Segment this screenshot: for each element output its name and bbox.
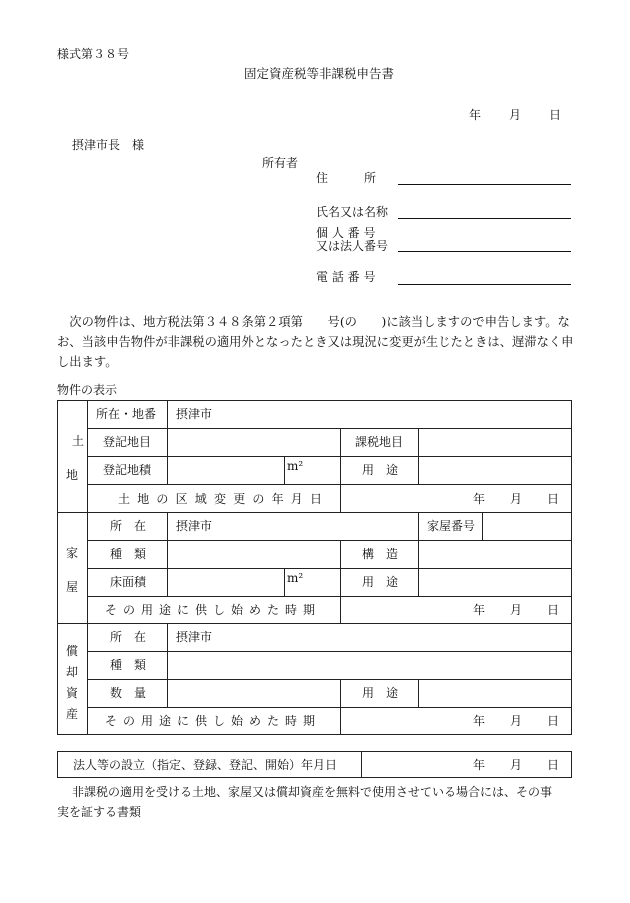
date-day-label: 日: [549, 108, 562, 122]
house-kind-label: 種 類: [110, 547, 147, 561]
id-number-field-line[interactable]: [398, 251, 571, 252]
asset-quantity-label: 数 量: [110, 686, 147, 700]
statement-text: 次の物件は、地方税法第３４８条第２項第 号(の )に該当しますので申告します。なお、当該申告物件が非課税の適用外となったとき又は現況に変更が生じたときは、遅滞なく申し出ます。: [57, 315, 574, 369]
land-registered-area-label: 登記地積: [103, 463, 152, 477]
house-use-label: 用 途: [362, 575, 399, 589]
name-field-line[interactable]: [398, 218, 571, 219]
land-registered-category-label: 登記地目: [103, 435, 152, 449]
asset-kind-label: 種 類: [110, 658, 147, 672]
house-number-label: 家屋番号: [427, 519, 476, 533]
land-use-label: 用 途: [362, 463, 399, 477]
asset-group-char-1: 償: [66, 644, 79, 658]
personal-number-label: 個 人 番 号: [316, 226, 376, 240]
date-month-label: 月: [509, 108, 522, 122]
land-zone-change-date-label: 土地の区域変更の年月日: [118, 492, 330, 506]
asset-city-value: 摂津市: [176, 630, 213, 644]
asset-ymd-month: 月: [510, 714, 523, 728]
corporation-date-label: 法人等の設立（指定、登録、登記、開始）年月日: [73, 758, 338, 772]
date-year-label: 年: [469, 108, 482, 122]
corporation-ymd-day: 日: [547, 758, 560, 772]
corporation-ymd-month: 月: [510, 758, 523, 772]
asset-group-char-3: 資: [66, 686, 79, 700]
footer-text-line-2: 実を証する書類: [57, 805, 142, 819]
address-field-line[interactable]: [398, 184, 571, 185]
phone-field-line[interactable]: [398, 284, 571, 285]
asset-ymd-year: 年: [473, 714, 486, 728]
phone-label: 電 話 番 号: [316, 270, 376, 284]
house-start-use-label: その用途に供し始めた時期: [105, 603, 322, 617]
house-ymd-month: 月: [510, 603, 523, 617]
land-ymd-year: 年: [473, 492, 486, 506]
house-ymd-day: 日: [547, 603, 560, 617]
house-group-char-1: 家: [66, 546, 79, 560]
house-structure-label: 構 造: [362, 547, 399, 561]
asset-start-use-label: その用途に供し始めた時期: [105, 714, 322, 728]
house-floor-area-label: 床面積: [110, 575, 147, 589]
land-area-unit: m²: [287, 459, 304, 473]
house-city-value: 摂津市: [176, 519, 213, 533]
house-group-char-2: 屋: [66, 580, 79, 594]
page-title: 固定資産税等非課税申告書: [244, 66, 395, 81]
addressee: 摂津市長 様: [72, 138, 145, 152]
asset-location-label: 所 在: [110, 630, 147, 644]
house-area-unit: m²: [287, 571, 304, 585]
address-label: 住 所: [316, 171, 377, 185]
corporation-ymd-year: 年: [473, 758, 486, 772]
asset-use-label: 用 途: [362, 686, 399, 700]
asset-ymd-day: 日: [547, 714, 560, 728]
land-ymd-month: 月: [510, 492, 523, 506]
asset-group-char-4: 産: [66, 707, 79, 721]
name-label: 氏名又は名称: [316, 205, 389, 219]
asset-group-char-2: 却: [66, 665, 79, 679]
form-number: 様式第３８号: [57, 47, 130, 61]
property-section-title: 物件の表示: [57, 383, 118, 397]
house-location-label: 所 在: [110, 519, 147, 533]
land-city-value: 摂津市: [176, 407, 213, 421]
land-group-char-2: 地: [66, 468, 79, 482]
land-location-label: 所在・地番: [96, 407, 157, 421]
land-group-char-1: 土: [72, 434, 85, 448]
land-ymd-day: 日: [547, 492, 560, 506]
house-ymd-year: 年: [473, 603, 486, 617]
corporate-number-label: 又は法人番号: [316, 239, 389, 253]
footer-text-line-1: 非課税の適用を受ける土地、家屋又は償却資産を無料で使用させている場合には、その事: [72, 785, 553, 799]
owner-label: 所有者: [262, 156, 299, 170]
land-tax-category-label: 課税地目: [355, 435, 404, 449]
